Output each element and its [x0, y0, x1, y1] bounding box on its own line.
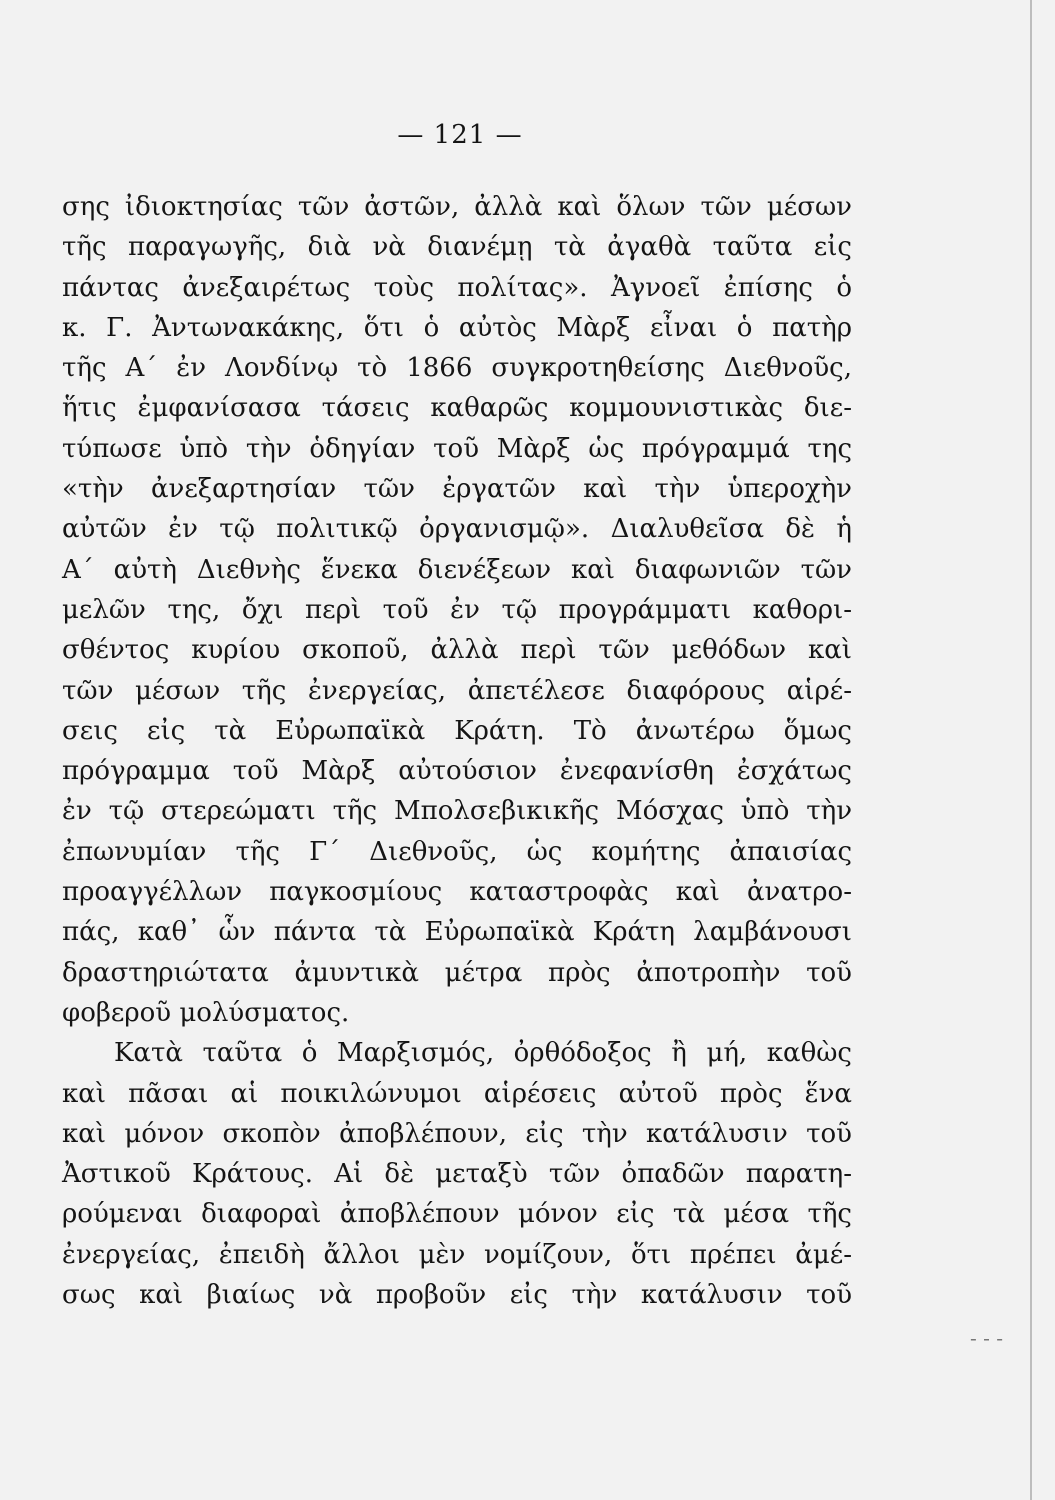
text-line: Ἀστικοῦ Κράτους. Αἱ δὲ μεταξὺ τῶν ὀπαδῶν παρατη-: [62, 1159, 852, 1190]
paragraph-start-line: Κατὰ ταῦτα ὁ Μαρξισμός, ὀρθόδοξος ἢ μή, καθὼς: [114, 1038, 852, 1069]
text-line: καὶ πᾶσαι αἱ ποικιλώνυμοι αἱρέσεις αὐτοῦ πρὸς ἕνα: [62, 1078, 852, 1109]
text-line: ἥτις ἐμφανίσασα τάσεις καθαρῶς κομμουνιστικὰς διε-: [62, 393, 852, 424]
page-number: — 121 —: [397, 120, 523, 150]
text-line: αὐτῶν ἐν τῷ πολιτικῷ ὀργανισμῷ». Διαλυθεῖσα δὲ ἡ: [62, 514, 852, 545]
text-line: σθέντος κυρίου σκοποῦ, ἀλλὰ περὶ τῶν μεθόδων καὶ: [62, 635, 852, 666]
text-line: καὶ μόνον σκοπὸν ἀποβλέπουν, εἰς τὴν κατάλυσιν τοῦ: [62, 1118, 852, 1149]
text-line: τῆς Α΄ ἐν Λονδίνῳ τὸ 1866 συγκροτηθείσης Διεθνοῦς,: [62, 353, 852, 384]
text-line: «τὴν ἀνεξαρτησίαν τῶν ἐργατῶν καὶ τὴν ὑπεροχὴν: [62, 474, 852, 505]
text-line: πάς, καθ᾿ ὧν πάντα τὰ Εὐρωπαϊκὰ Κράτη λαμβάνουσι: [62, 917, 852, 948]
margin-mark: - - -: [970, 1326, 1003, 1350]
text-line: δραστηριώτατα ἀμυντικὰ μέτρα πρὸς ἀποτροπὴν τοῦ: [62, 957, 852, 988]
text-line: τῆς παραγωγῆς, διὰ νὰ διανέμῃ τὰ ἀγαθὰ ταῦτα εἰς: [62, 232, 852, 263]
text-line: σως καὶ βιαίως νὰ προβοῦν εἰς τὴν κατάλυσιν τοῦ: [62, 1280, 852, 1311]
page-edge-line: [1030, 0, 1032, 1500]
body-text: [62, 187, 852, 1315]
text-line: πάντας ἀνεξαιρέτως τοὺς πολίτας». Ἀγνοεῖ ἐπίσης ὁ: [62, 272, 852, 303]
text-line: τῶν μέσων τῆς ἐνεργείας, ἀπετέλεσε διαφόρους αἱρέ-: [62, 675, 852, 706]
text-line: κ. Γ. Ἀντωνακάκης, ὅτι ὁ αὐτὸς Μὰρξ εἶναι ὁ πατὴρ: [62, 312, 852, 343]
text-line: προαγγέλλων παγκοσμίους καταστροφὰς καὶ ἀνατρο-: [62, 877, 852, 908]
text-line: σεις εἰς τὰ Εὐρωπαϊκὰ Κράτη. Τὸ ἀνωτέρω ὅμως: [62, 715, 852, 746]
text-line: τύπωσε ὑπὸ τὴν ὁδηγίαν τοῦ Μὰρξ ὡς πρόγραμμά της: [62, 433, 852, 464]
paragraph-end-line: φοβεροῦ μολύσματος.: [62, 997, 350, 1028]
text-line: σης ἰδιοκτησίας τῶν ἀστῶν, ἀλλὰ καὶ ὅλων τῶν μέσων: [62, 192, 852, 222]
text-line: μελῶν της, ὄχι περὶ τοῦ ἐν τῷ προγράμματι καθορι-: [62, 594, 852, 625]
text-line: ρούμεναι διαφοραὶ ἀποβλέπουν μόνον εἰς τὰ μέσα τῆς: [62, 1199, 852, 1230]
text-line: Α΄ αὐτὴ Διεθνὴς ἕνεκα διενέξεων καὶ διαφωνιῶν τῶν: [62, 554, 852, 585]
text-line: ἐνεργείας, ἐπειδὴ ἄλλοι μὲν νομίζουν, ὅτι πρέπει ἀμέ-: [62, 1239, 852, 1270]
text-line: ἐν τῷ στερεώματι τῆς Μπολσεβικικῆς Μόσχας ὑπὸ τὴν: [62, 796, 852, 827]
text-line: πρόγραμμα τοῦ Μὰρξ αὐτούσιον ἐνεφανίσθη ἐσχάτως: [62, 756, 852, 787]
text-line: ἐπωνυμίαν τῆς Γ΄ Διεθνοῦς, ὡς κομήτης ἀπαισίας: [62, 836, 852, 867]
